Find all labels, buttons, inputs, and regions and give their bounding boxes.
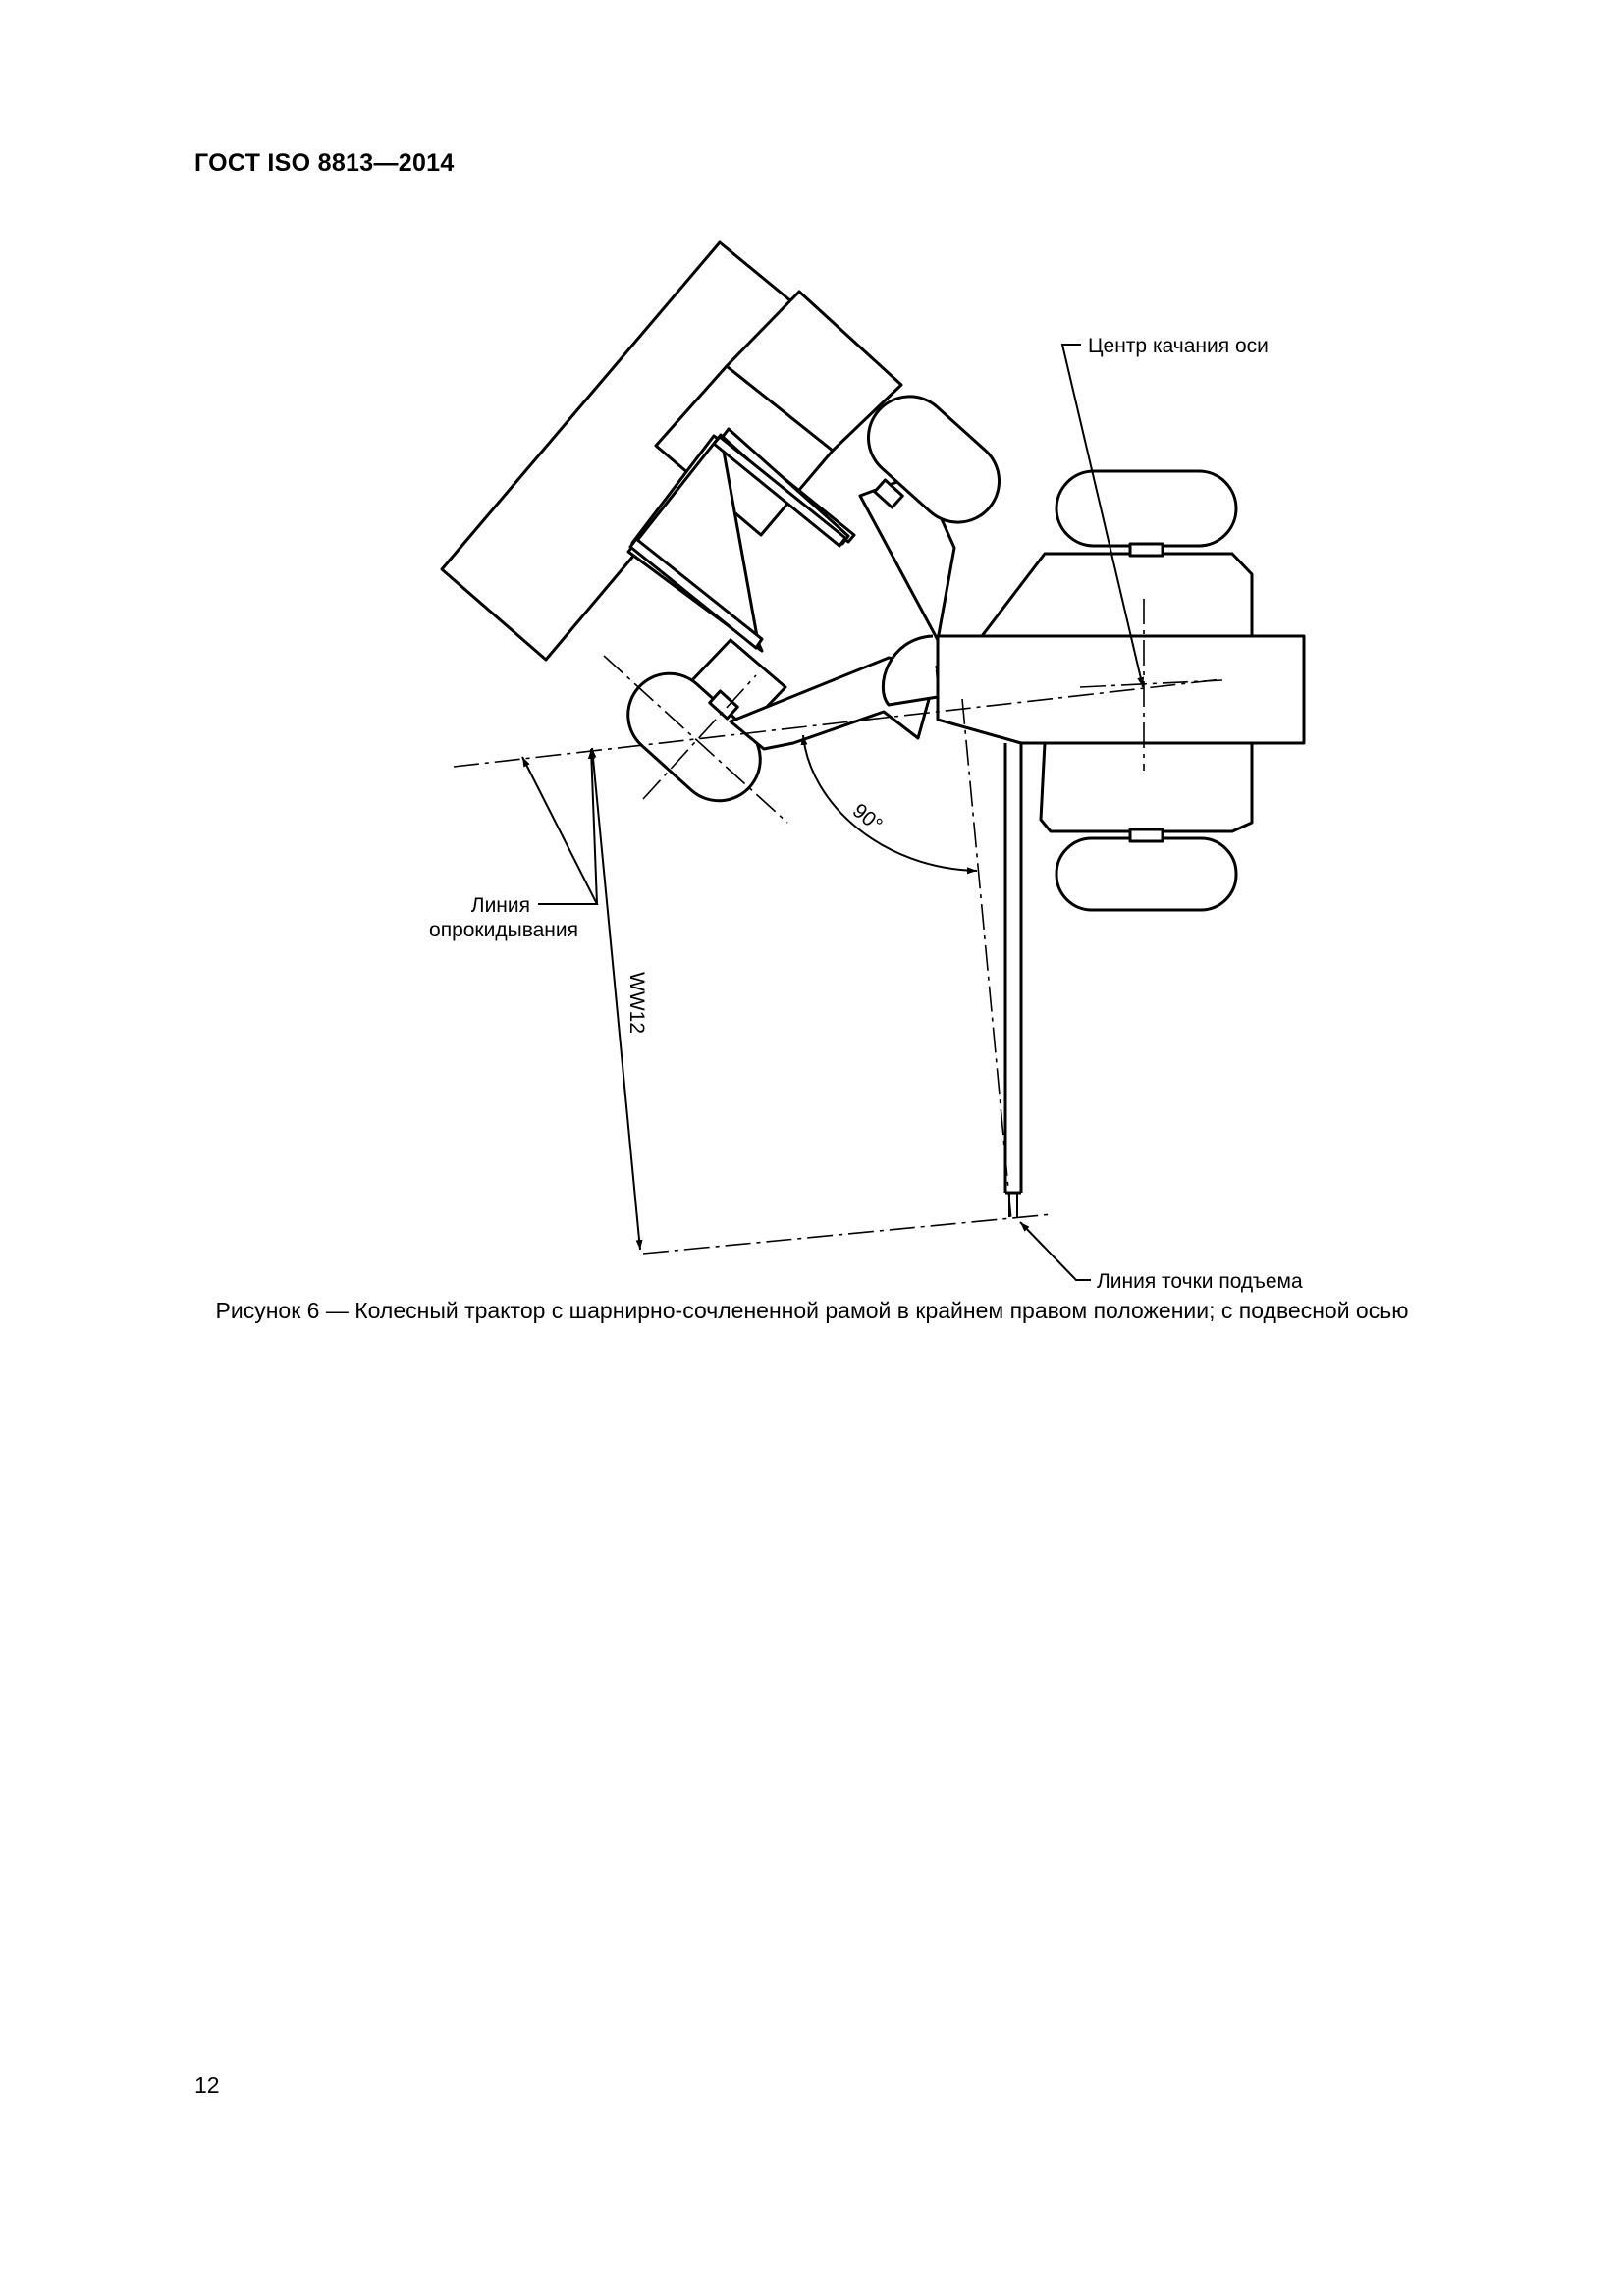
tipping-line-label-2: опрокидывания bbox=[429, 919, 578, 941]
page-number: 12 bbox=[194, 2072, 220, 2098]
lift-point-label: Линия точки подъема bbox=[1097, 1270, 1303, 1293]
angle-label: 90° bbox=[847, 799, 887, 837]
rear-wheel-upper bbox=[1056, 471, 1236, 556]
figure-caption: Рисунок 6 — Колесный трактор с шарнирно-сочлененной рамой в крайнем правом положении; с подвесной осью bbox=[215, 1298, 1409, 1323]
document-header: ГОСТ ISO 8813—2014 bbox=[194, 149, 455, 177]
pivot-center-label: Центр качания оси bbox=[1088, 335, 1269, 357]
rear-wheel-lower bbox=[1056, 829, 1236, 910]
tipping-line-label-1: Линия bbox=[470, 894, 530, 917]
dimension-label: WW12 bbox=[625, 972, 648, 1034]
angle-arc bbox=[803, 735, 977, 871]
lift-point-baseline bbox=[643, 1214, 1053, 1254]
